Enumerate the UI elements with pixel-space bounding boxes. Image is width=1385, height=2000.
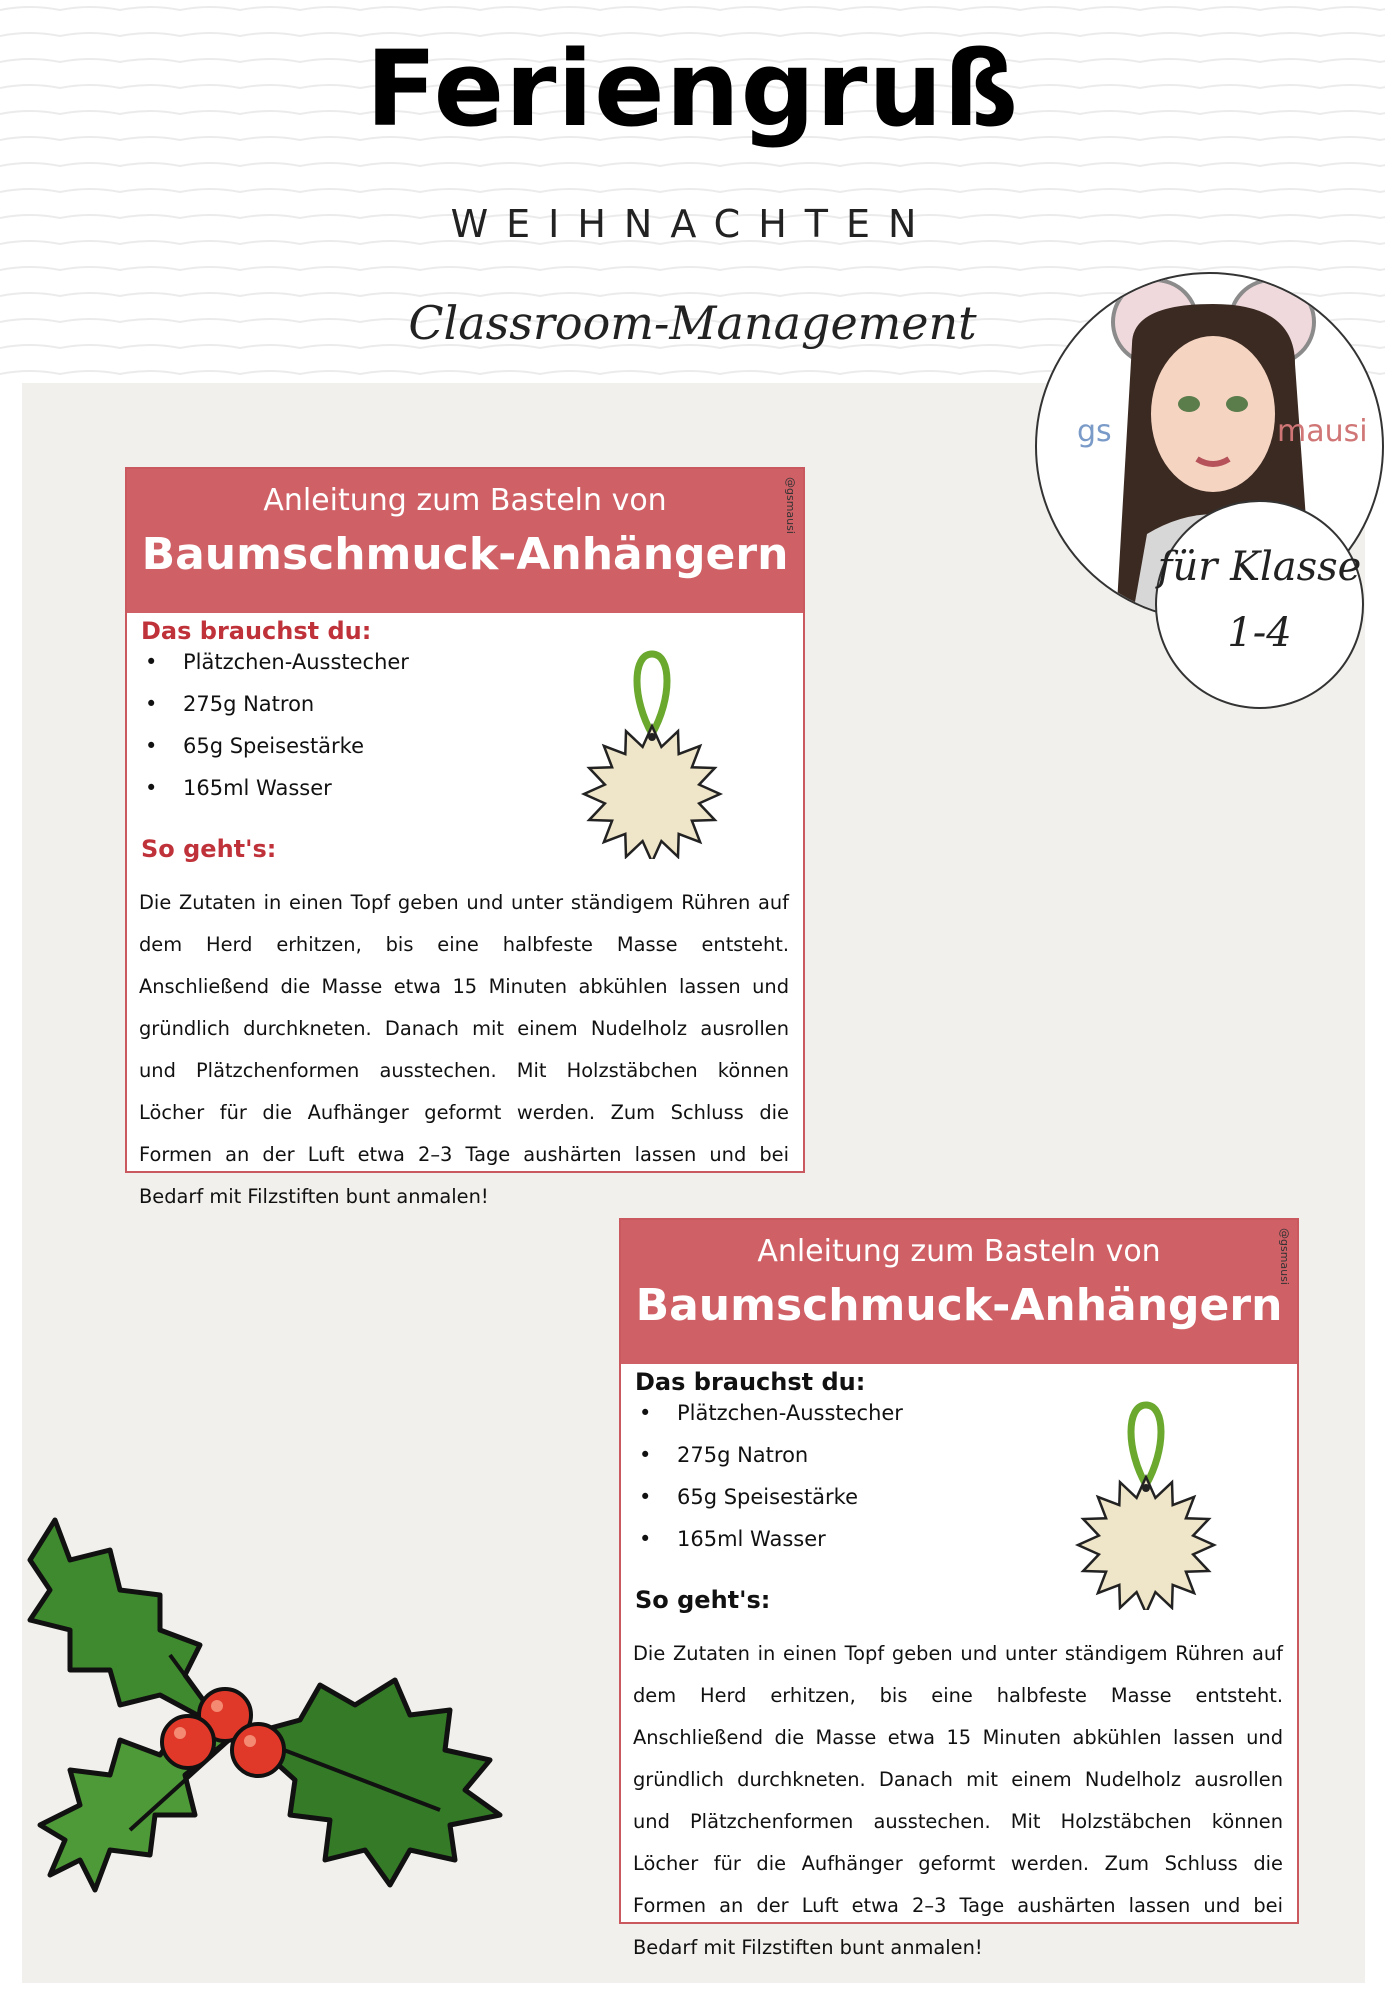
instruction-card <box>619 1218 1299 1959</box>
badge-label: für Klasse <box>1157 544 1362 590</box>
badge-grade-range: 1-4 <box>1227 610 1292 656</box>
instructions-text: Die Zutaten in einen Topf geben und unter ständigem Rühren auf dem Herd erhitzen, bis eine halbfeste Masse entsteht. Anschließend die Masse etwa 15 Minuten abkühlen lassen und gründlich durchkneten. Danach mit einem Nudelholz ausrollen und Plätzchenformen ausstechen. Mit Holzstäbchen können Löcher für die Aufhänger geformt werden. Zum Schluss die Formen an der Luft etwa 2–3 Tage aushärten lassen und bei Bedarf mit Filzstiften bunt anmalen! <box>139 891 789 1208</box>
list-item: • 65g Speisestärke <box>141 725 409 767</box>
instructions-text: Die Zutaten in einen Topf geben und unter ständigem Rühren auf dem Herd erhitzen, bis eine halbfeste Masse entsteht. Anschließend die Masse etwa 15 Minuten abkühlen lassen und gründlich durchkneten. Danach mit einem Nudelholz ausrollen und Plätzchenformen ausstechen. Mit Holzstäbchen können Löcher für die Aufhänger geformt werden. Zum Schluss die Formen an der Luft etwa 2–3 Tage aushärten lassen und bei Bedarf mit Filzstiften bunt anmalen! <box>633 1642 1283 1959</box>
card-title: Baumschmuck-Anhängern <box>141 529 789 580</box>
list-item: • 275g Natron <box>141 683 409 725</box>
list-item: • 165ml Wasser <box>141 767 409 809</box>
card-pretitle: Anleitung zum Basteln von <box>263 483 667 518</box>
page-title: Feriengruß <box>365 28 1020 150</box>
copyright-note: @gsmausi <box>1278 1228 1291 1285</box>
steps-heading: So geht's: <box>635 1586 771 1614</box>
holly-icon <box>10 1480 540 1950</box>
copyright-note: @gsmausi <box>784 477 797 534</box>
card-pretitle: Anleitung zum Basteln von <box>757 1234 1161 1269</box>
steps-heading: So geht's: <box>141 835 277 863</box>
logo-text-mausi: mausi <box>1277 414 1368 449</box>
list-item: • Plätzchen-Ausstecher <box>141 641 409 683</box>
list-item: • 165ml Wasser <box>635 1518 903 1560</box>
list-item: • 65g Speisestärke <box>635 1476 903 1518</box>
materials-heading: Das brauchst du: <box>141 617 372 645</box>
script-heading: Classroom-Management <box>408 296 977 350</box>
card-header <box>621 1220 1297 1364</box>
materials-list <box>141 641 409 809</box>
materials-heading: Das brauchst du: <box>635 1368 866 1396</box>
materials-list <box>635 1392 903 1560</box>
page-subtitle: WEIHNACHTEN <box>450 202 935 246</box>
star-ornament-icon <box>572 639 752 859</box>
list-item: • Plätzchen-Ausstecher <box>635 1392 903 1434</box>
logo-text-gs: gs <box>1077 414 1112 449</box>
grade-badge <box>1155 500 1364 709</box>
list-item: • 275g Natron <box>635 1434 903 1476</box>
card-header <box>127 469 803 613</box>
instruction-card <box>125 467 805 1208</box>
card-title: Baumschmuck-Anhängern <box>635 1280 1283 1331</box>
star-ornament-icon <box>1066 1390 1246 1610</box>
